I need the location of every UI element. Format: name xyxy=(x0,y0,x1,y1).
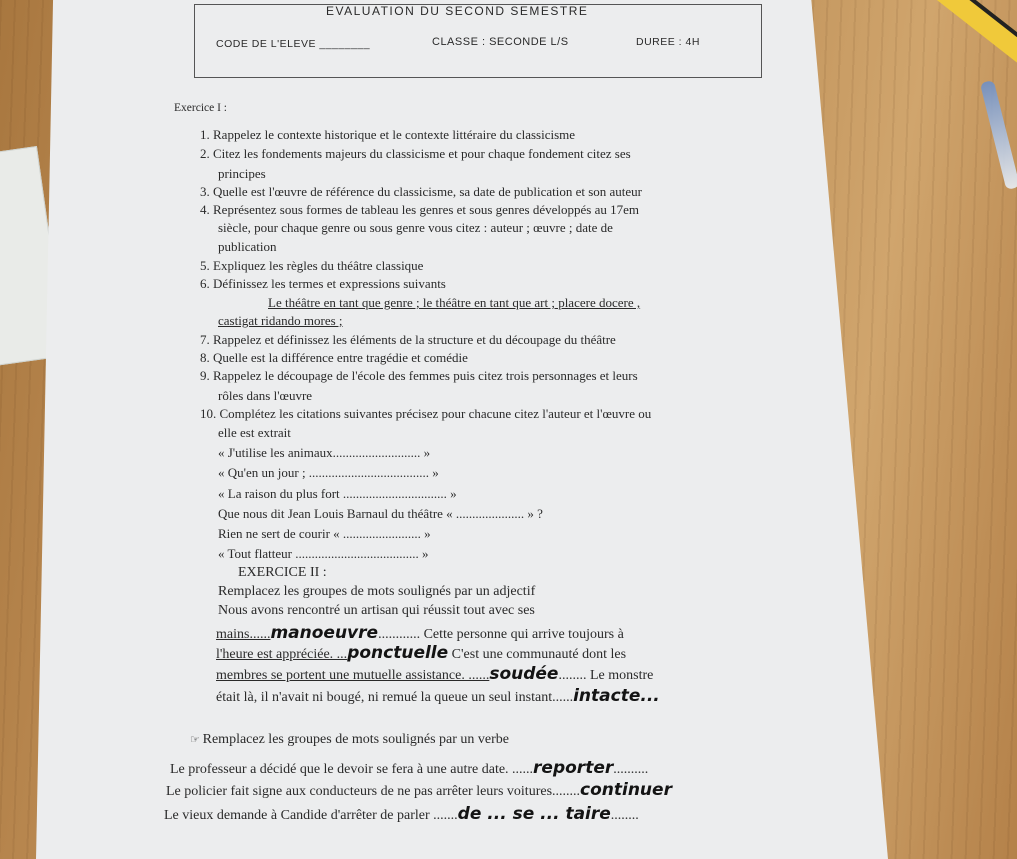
handwritten-answer: reporter xyxy=(533,758,614,778)
question-line: 1. Rappelez le contexte historique et le contexte littéraire du classicisme xyxy=(200,127,576,142)
question-line: siècle, pour chaque genre ou sous genre vous citez : auteur ; œuvre ; date de xyxy=(218,220,613,235)
handwritten-answer: continuer xyxy=(580,780,672,800)
instruction-adjective: Remplacez les groupes de mots soulignés par un adjectif xyxy=(218,584,536,599)
citation-line: « La raison du plus fort ................................ » xyxy=(218,486,457,501)
handwritten-answer: soudée xyxy=(489,664,559,684)
sentence-line: Le vieux demande à Candide d'arrêter de parler .......de ... se ... taire........ xyxy=(164,804,639,824)
terms-line: Le théâtre en tant que genre ; le théâtre en tant que art ; placere docere , xyxy=(268,295,641,310)
question-line: 4. Représentez sous formes de tableau les genres et sous genres développés au 17em xyxy=(200,202,639,217)
sentence-line: Nous avons rencontré un artisan qui réussit tout avec ses xyxy=(218,603,535,618)
exam-title: EVALUATION DU SECOND SEMESTRE xyxy=(326,4,589,18)
question-line: 2. Citez les fondements majeurs du classicisme et pour chaque fondement citez ses xyxy=(200,146,631,161)
instruction-verb: ☞ Remplacez les groupes de mots soulignés par un verbe xyxy=(190,732,509,747)
question-line: publication xyxy=(218,239,277,254)
student-code: CODE DE L'ELEVE ________ xyxy=(216,38,371,50)
question-line: principes xyxy=(218,166,266,181)
question-line: 6. Définissez les termes et expressions suivants xyxy=(200,276,446,291)
question-line: 5. Expliquez les règles du théâtre classique xyxy=(200,258,424,273)
handwritten-answer: manoeuvre xyxy=(270,623,379,643)
exercise-2-title: EXERCICE II : xyxy=(238,565,327,580)
handwritten-answer: de ... se ... taire xyxy=(457,804,611,824)
handwritten-answer: ponctuelle xyxy=(347,643,449,663)
question-line: 10. Complétez les citations suivantes précisez pour chacune citez l'auteur et l'œuvre ou xyxy=(200,406,652,421)
terms-line: castigat ridando mores ; xyxy=(218,313,343,328)
citation-line: Que nous dit Jean Louis Barnaul du théâtre « ..................... » ? xyxy=(218,506,543,521)
sentence-line: mains......manoeuvre............ Cette personne qui arrive toujours à xyxy=(216,623,624,643)
sentence-line: l'heure est appréciée. ...ponctuelle C'est une communauté dont les xyxy=(216,643,627,663)
citation-line: « Qu'en un jour ; ..................................... » xyxy=(218,465,439,480)
sentence-line: Le policier fait signe aux conducteurs de ne pas arrêter leurs voitures........continuer xyxy=(166,780,672,800)
hand-pointer-icon: ☞ xyxy=(190,734,203,746)
citation-line: Rien ne sert de courir « ........................ » xyxy=(218,526,431,541)
citation-line: « J'utilise les animaux........................... » xyxy=(218,445,431,460)
sentence-line: était là, il n'avait ni bougé, ni remué la queue un seul instant......intacte... xyxy=(216,686,660,706)
question-line: 7. Rappelez et définissez les éléments de la structure et du découpage du théâtre xyxy=(200,332,616,347)
question-line: 3. Quelle est l'œuvre de référence du classicisme, sa date de publication et son auteur xyxy=(200,184,643,199)
question-line: elle est extrait xyxy=(218,425,291,440)
question-line: 9. Rappelez le découpage de l'école des femmes puis citez trois personnages et leurs xyxy=(200,368,638,383)
citation-line: « Tout flatteur ...................................... » xyxy=(218,546,429,561)
duration-label: DUREE : 4H xyxy=(636,36,700,48)
sentence-line: membres se portent une mutuelle assistance. ......soudée........ Le monstre xyxy=(216,664,654,684)
class-label: CLASSE : SECONDE L/S xyxy=(432,36,569,48)
question-line: 8. Quelle est la différence entre tragédie et comédie xyxy=(200,350,468,365)
question-line: rôles dans l'œuvre xyxy=(218,388,313,403)
exercise-1-title: Exercice I : xyxy=(174,102,227,114)
sentence-line: Le professeur a décidé que le devoir se fera à une autre date. ......reporter.......... xyxy=(170,758,649,778)
handwritten-answer: intacte... xyxy=(573,686,660,706)
